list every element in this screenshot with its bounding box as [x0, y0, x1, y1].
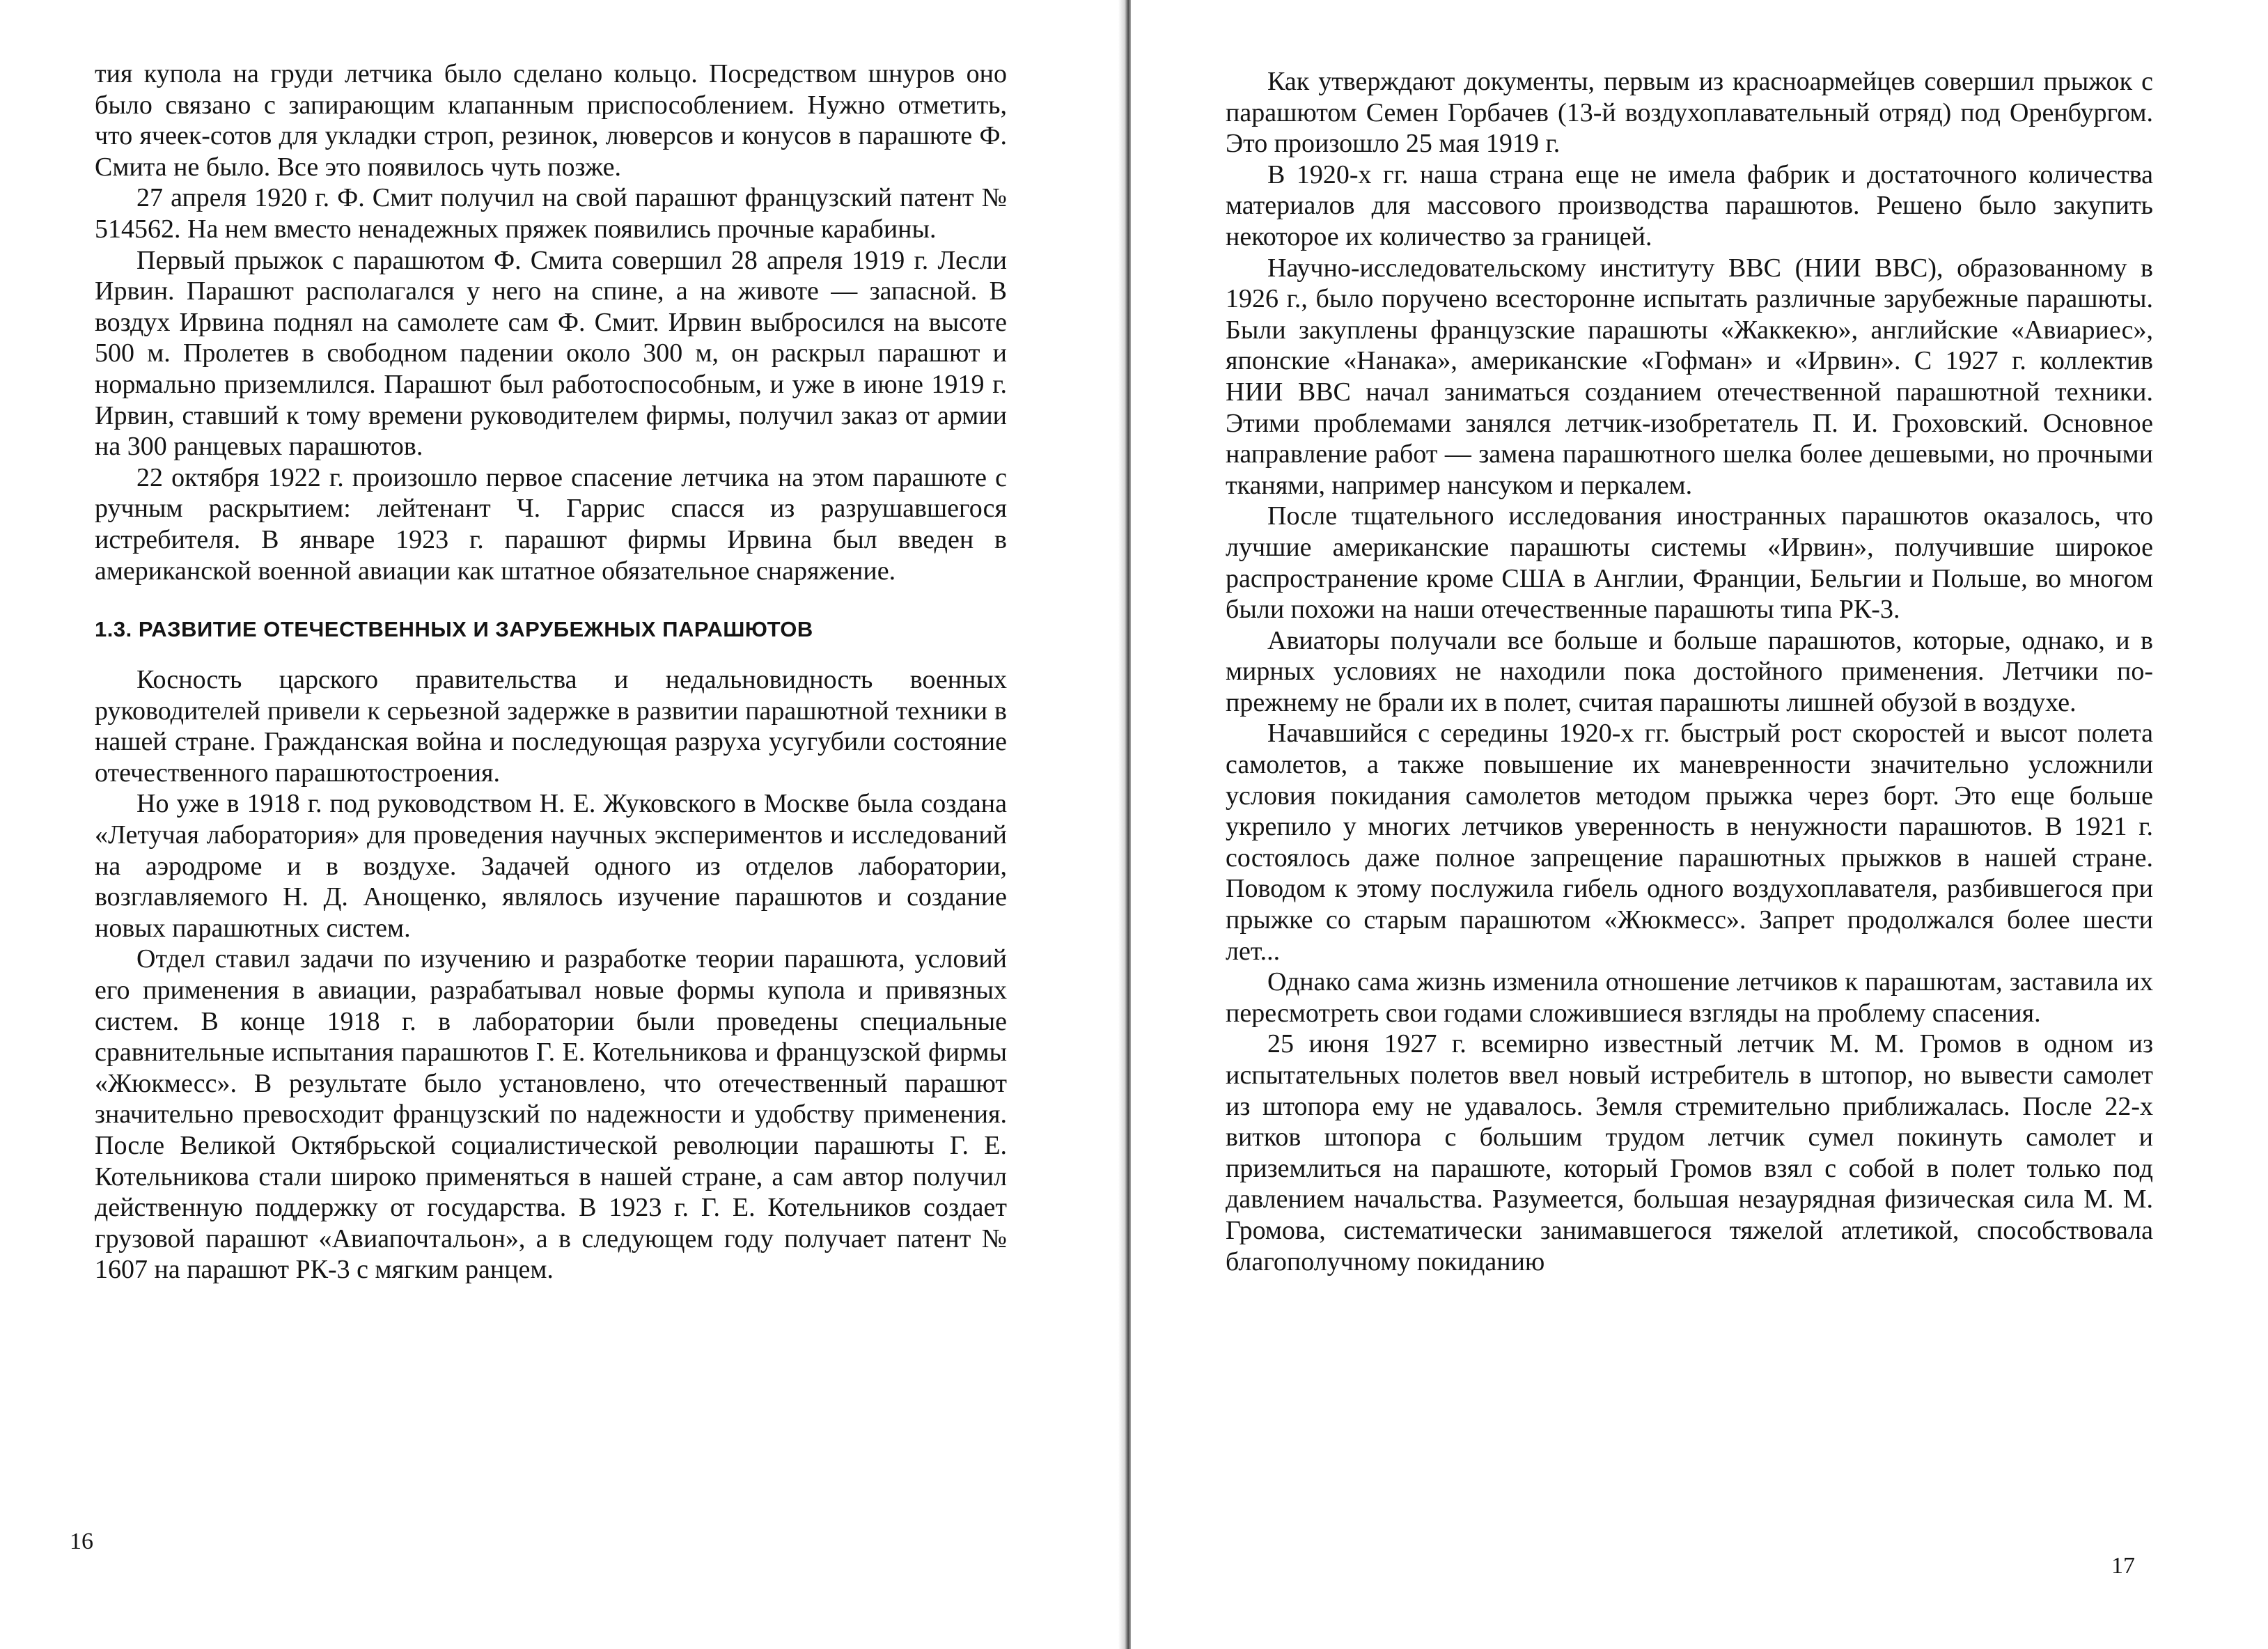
paragraph: Как утверждают документы, первым из красноармейцев совершил прыжок с парашютом Семен Горбачев (13-й воздухоплавательный отряд) под Оренбургом. Это произошло 25 мая 1919 г. — [1226, 67, 2153, 159]
right-page-text — [1226, 66, 2153, 1277]
paragraph: Косность царского правительства и недальновидность военных руководителей привели к серьезной задержке в развитии парашютной техники в нашей стране. Гражданская война и последующая разруха усугубили состояние отечественного парашютостроения. — [95, 665, 1007, 788]
page-number-left: 16 — [70, 1529, 93, 1554]
paragraph: тия купола на груди летчика было сделано кольцо. Посредством шнуров оно было связано с запирающим клапанным приспособлением. Нужно отметить, что ячеек-сотов для укладки строп, резинок, люверсов и конусов в парашюте Ф. Смита не было. Все это появилось чуть позже. — [95, 59, 1007, 182]
page-number-right: 17 — [2111, 1553, 2135, 1579]
paragraph: Начавшийся с середины 1920-х гг. быстрый рост скоростей и высот полета самолетов, а также повышение их маневренности значительно усложнили условия покидания самолетов методом прыжка через борт. Это еще больше укрепило у многих летчиков уверенность в ненужности парашютов. В 1921 г. состоялось даже полное запрещение парашютных прыжков в нашей стране. Поводом к этому послужила гибель одного воздухоплавателя, разбившегося при прыжке со старым парашютом «Жюкмесс». Запрет продолжался более шести лет... — [1226, 719, 2153, 966]
left-page — [0, 0, 1123, 1649]
right-page — [1131, 0, 2268, 1649]
section-heading: 1.3. РАЗВИТИЕ ОТЕЧЕСТВЕННЫХ И ЗАРУБЕЖНЫХ ПАРАШЮТОВ — [95, 617, 813, 642]
paragraph: В 1920-х гг. наша страна еще не имела фабрик и достаточного количества материалов для массового производства парашютов. Решено было закупить некоторое их количество за границей. — [1226, 159, 2153, 251]
paragraph: 27 апреля 1920 г. Ф. Смит получил на свой парашют французский патент № 514562. На нем вместо ненадежных пряжек появились прочные карабины. — [95, 183, 1007, 244]
left-page-text — [95, 58, 1007, 1285]
paragraph: Но уже в 1918 г. под руководством Н. Е. Жуковского в Москве была создана «Летучая лаборатория» для проведения научных экспериментов и исследований на аэродроме и в воздухе. Задачей одного из отделов лаборатории, возглавляемого Н. Д. Анощенко, являлось изучение парашютов и создание новых парашютных систем. — [95, 789, 1007, 943]
paragraph: Отдел ставил задачи по изучению и разработке теории парашюта, условий его применения в авиации, разрабатывал новые формы купола и привязных систем. В конце 1918 г. в лаборатории были проведены специальные сравнительные испытания парашютов Г. Е. Котельникова и французской фирмы «Жюкмесс». В результате было установлено, что отечественный парашют значительно превосходит французский по надежности и удобству применения. После Великой Октябрьской социалистической революции парашюты Г. Е. Котельникова стали широко применяться в нашей стране, а сам автор получил действенную поддержку от государства. В 1923 г. Г. Е. Котельников создает грузовой парашют «Авиапочтальон», а в следующем году получает патент № 1607 на парашют РК-3 с мягким ранцем. — [95, 944, 1007, 1285]
paragraph: 25 июня 1927 г. всемирно известный летчик М. М. Громов в одном из испытательных полетов ввел новый истребитель в штопор, но вывести самолет из штопора ему не удавалось. Земля стремительно приближалась. После 22-х витков штопора с большим трудом летчик сумел покинуть самолет и приземлиться на парашюте, который Громов взял с собой в полет только под давлением начальства. Разумеется, большая незаурядная физическая сила М. М. Громова, систематически занимавшегося тяжелой атлетикой, способствовала благополучному покиданию — [1226, 1029, 2153, 1276]
paragraph: Однако сама жизнь изменила отношение летчиков к парашютам, заставила их пересмотреть свои годами сложившиеся взгляды на проблему спасения. — [1226, 967, 2153, 1028]
paragraph: После тщательного исследования иностранных парашютов оказалось, что лучшие американские парашюты системы «Ирвин», получившие широкое распространение кроме США в Англии, Франции, Бельгии и Польше, во многом были похожи на наши отечественные парашюты типа РК-3. — [1226, 501, 2153, 625]
paragraph: Авиаторы получали все больше и больше парашютов, которые, однако, и в мирных условиях не находили пока достойного применения. Летчики по-прежнему не брали их в полет, считая парашюты лишней обузой в воздухе. — [1226, 625, 2153, 717]
paragraph: Первый прыжок с парашютом Ф. Смита совершил 28 апреля 1919 г. Лесли Ирвин. Парашют располагался у него на спине, а на животе — запасной. В воздух Ирвина поднял на самолете сам Ф. Смит. Ирвин выбросился на высоте 500 м. Пролетев в свободном падении около 300 м, он раскрыл парашют и нормально приземлился. Парашют был работоспособным, и уже в июне 1919 г. Ирвин, ставший к тому времени руководителем фирмы, получил заказ от армии на 300 ранцевых парашютов. — [95, 245, 1007, 462]
paragraph: 22 октября 1922 г. произошло первое спасение летчика на этом парашюте с ручным раскрытием: лейтенант Ч. Гаррис спасся из разрушавшегося истребителя. В январе 1923 г. парашют фирмы Ирвина был введен в американской военной авиации как штатное обязательное снаряжение. — [95, 462, 1007, 586]
paragraph: Научно-исследовательскому институту ВВС (НИИ ВВС), образованному в 1926 г., было поручено всесторонне испытать различные зарубежные парашюты. Были закуплены французские парашюты «Жаккекю», английские «Авиариес», японские «Нанака», американские «Гофман» и «Ирвин». С 1927 г. коллектив НИИ ВВС начал заниматься созданием отечественной парашютной техники. Этими проблемами занялся летчик-изобретатель П. И. Гроховский. Основное направление работ — замена парашютного шелка более дешевыми, но прочными тканями, например нансуком и перкалем. — [1226, 253, 2153, 500]
